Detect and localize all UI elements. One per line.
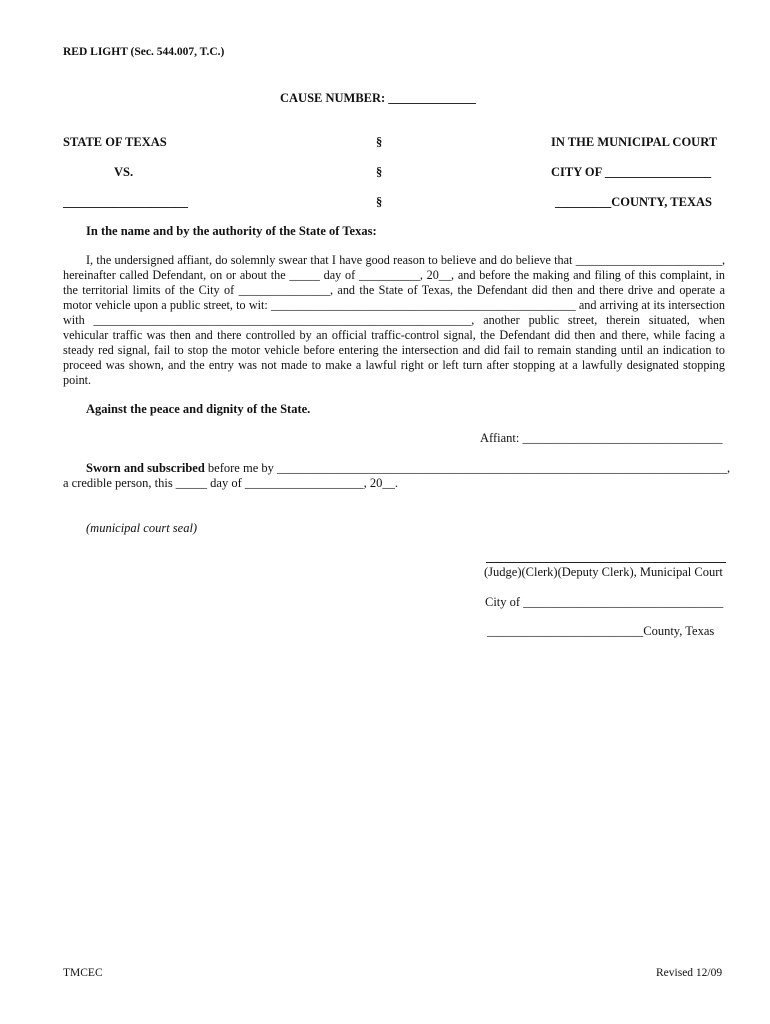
caption-county: _________COUNTY, TEXAS [555,195,712,209]
caption-vs: VS. [114,165,134,179]
form-title: RED LIGHT (Sec. 544.007, T.C.) [63,46,225,58]
signer-county: _________________________County, Texas [487,624,715,638]
signer-city: City of ________________________________ [485,595,724,609]
sworn-bold: Sworn and subscribed [86,461,205,475]
footer-org: TMCEC [63,967,103,979]
cause-number: CAUSE NUMBER: ______________ [280,91,476,105]
caption-state: STATE OF TEXAS [63,135,167,149]
sworn-line-2: a credible person, this _____ day of ___________________, 20__. [63,476,399,490]
caption-court: IN THE MUNICIPAL COURT [551,135,718,149]
affiant-signature-line: Affiant: ________________________________ [480,431,723,445]
sworn-line [86,461,730,476]
authority-line: In the name and by the authority of the State of Texas: [86,224,377,238]
section-symbol-1: § [376,135,383,149]
court-seal-placeholder: (municipal court seal) [86,521,198,535]
signature-rule [486,562,726,563]
sworn-rest: before me by ________________________________________________________________________, [204,461,731,475]
signer-title: (Judge)(Clerk)(Deputy Clerk), Municipal Court [484,565,723,579]
section-symbol-3: § [376,195,383,209]
section-symbol-2: § [376,165,383,179]
against-peace-line: Against the peace and dignity of the State. [86,402,311,416]
footer-revision: Revised 12/09 [656,967,723,979]
caption-city: CITY OF _________________ [551,165,712,179]
complaint-paragraph: I, the undersigned affiant, do solemnly swear that I have good reason to believe and do believe that ________________________, hereinafter called Defendant, on or about the _____ day of __________, 20__, and before the making and filing of this complaint, in the territorial limits of the City of _______________, and the State of Texas, the Defendant did then and there drive and operate a motor vehicle upon a public street, to wit: __________________________________________________ and arriving at its intersection with ______________________________________________________________, another public street, therein situated, when vehicular traffic was then and there controlled by an official traffic-control signal, the Defendant did then and there, while facing a steady red signal, fail to stop the motor vehicle before entering the intersection and did fail to remain standing until an indication to proceed was shown, and the entry was not made to make a lawful right or left turn after stopping at a lawfully designated stopping point. [63,253,725,387]
complaint-body [63,253,725,388]
caption-defendant-blank: ____________________ [63,195,188,209]
